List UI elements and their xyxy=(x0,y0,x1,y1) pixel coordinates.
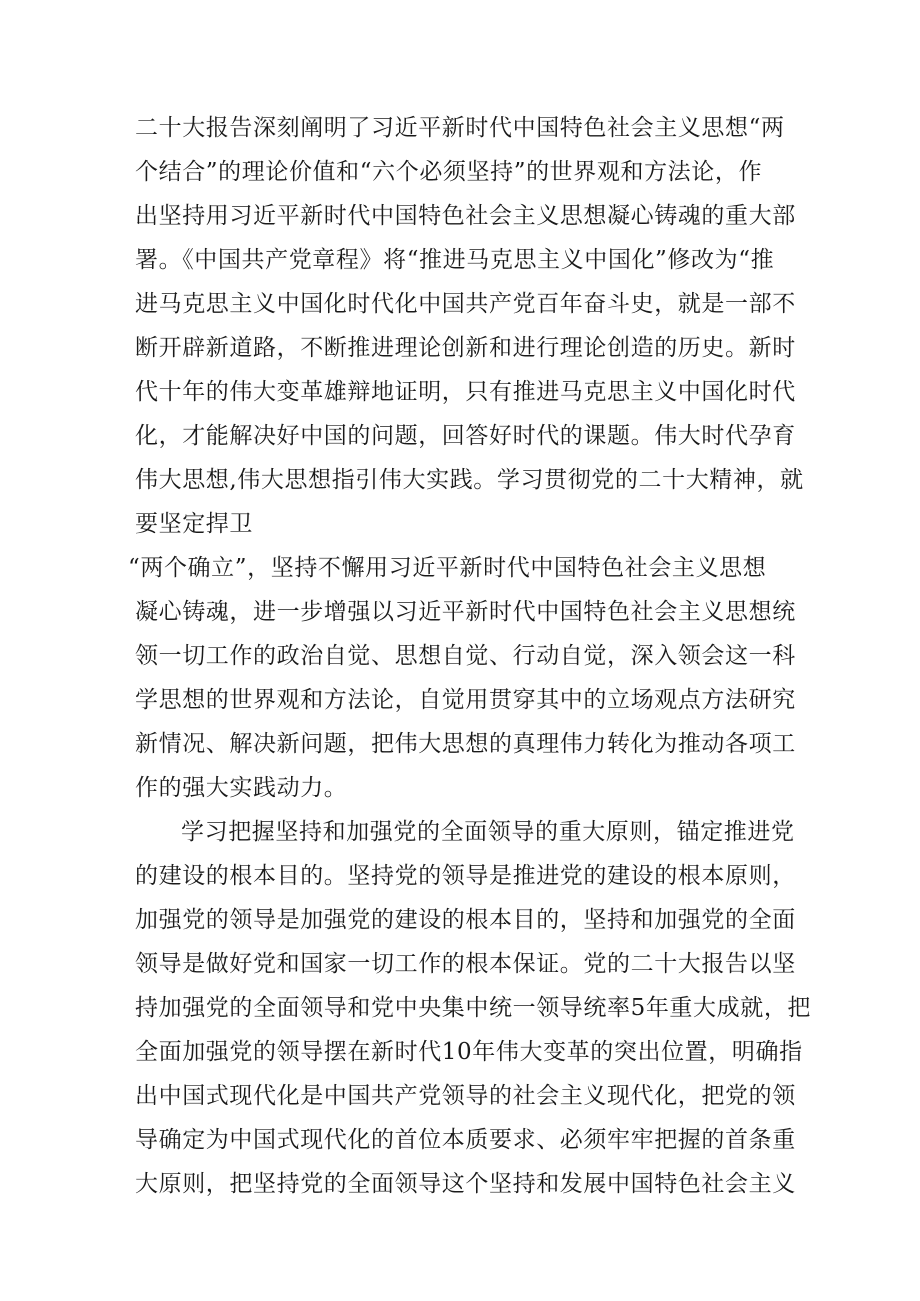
text-line: 进马克思主义中国化时代化中国共产党百年奋斗史，就是一部不 xyxy=(135,291,796,317)
text-line: 领导是做好党和国家一切工作的根本保证。党的二十大报告以坚 xyxy=(135,951,796,977)
text-line: 个结合”的理论价值和“六个必须坚持”的世界观和方法论，作 xyxy=(135,159,763,185)
text-line: 导确定为中国式现代化的首位本质要求、必须牢牢把握的首条重 xyxy=(135,1127,796,1153)
text-line: 出坚持用习近平新时代中国特色社会主义思想凝心铸魂的重大部 xyxy=(135,203,796,229)
text-line: 要坚定捍卫 xyxy=(135,511,253,537)
text-line: 领一切工作的政治自觉、思想自觉、行动自觉，深入领会这一科 xyxy=(135,643,796,669)
text-line: 全面加强党的领导摆在新时代10年伟大变革的突出位置，明确指 xyxy=(135,1039,803,1065)
text-line: 的建设的根本目的。坚持党的领导是推进党的建设的根本原则， xyxy=(135,863,796,889)
text-line: 代十年的伟大变革雄辩地证明，只有推进马克思主义中国化时代 xyxy=(135,379,796,405)
text-line: 伟大思想,伟大思想指引伟大实践。学习贯彻党的二十大精神，就 xyxy=(135,467,804,493)
text-line: 大原则，把坚持党的全面领导这个坚持和发展中国特色社会主义 xyxy=(135,1171,796,1197)
body-text xyxy=(128,106,812,1206)
text-line: 出中国式现代化是中国共产党领导的社会主义现代化，把党的领 xyxy=(135,1083,796,1109)
text-line: 作的强大实践动力。 xyxy=(135,775,348,801)
text-line: 署。《中国共产党章程》将“推进马克思主义中国化”修改为“推 xyxy=(135,247,775,273)
text-line: 二十大报告深刻阐明了习近平新时代中国特色社会主义思想“两 xyxy=(135,115,785,141)
text-line: 凝心铸魂，进一步增强以习近平新时代中国特色社会主义思想统 xyxy=(135,599,796,625)
text-line: “两个确立”，坚持不懈用习近平新时代中国特色社会主义思想 xyxy=(128,555,767,581)
text-line: 学思想的世界观和方法论，自觉用贯穿其中的立场观点方法研究 xyxy=(135,687,796,713)
text-line: 加强党的领导是加强党的建设的根本目的，坚持和加强党的全面 xyxy=(135,907,796,933)
text-line: 持加强党的全面领导和党中央集中统一领导统率5年重大成就，把 xyxy=(135,995,812,1021)
paragraph-first-line: 学习把握坚持和加强党的全面领导的重大原则，锚定推进党 xyxy=(181,819,795,845)
text-line: 化，才能解决好中国的问题，回答好时代的课题。伟大时代孕育 xyxy=(135,423,796,449)
text-line: 新情况、解决新问题，把伟大思想的真理伟力转化为推动各项工 xyxy=(135,731,796,757)
text-line: 断开辟新道路，不断推进理论创新和进行理论创造的历史。新时 xyxy=(135,335,796,361)
